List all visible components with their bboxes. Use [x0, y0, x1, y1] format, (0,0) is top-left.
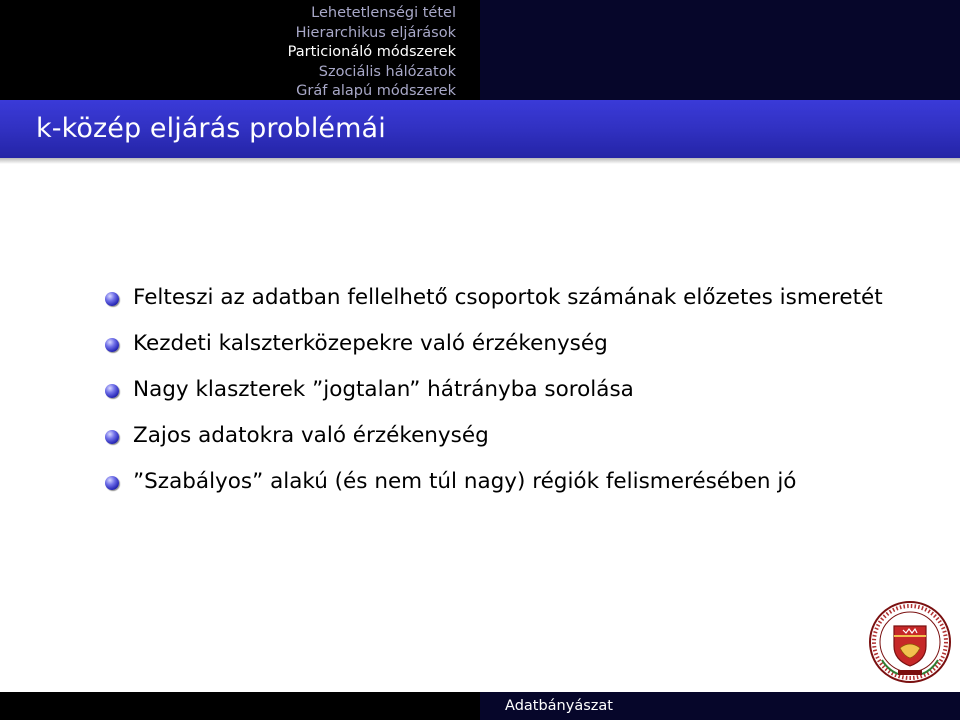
- university-seal-icon: [868, 600, 952, 684]
- bullet-list: [0, 282, 960, 512]
- bullet-text: Nagy klaszterek ”jogtalan” hátrányba sorolása: [133, 377, 634, 402]
- bullet-text: ”Szabályos” alakú (és nem túl nagy) régiók felismerésében jó: [133, 469, 797, 494]
- footer-left-panel: [0, 692, 480, 720]
- bullet-ball-icon: [105, 476, 119, 490]
- nav-item-particionalo-modszerek[interactable]: Particionáló módszerek: [287, 44, 456, 61]
- nav-item-hierarchikus-eljarasok[interactable]: Hierarchikus eljárások: [295, 24, 456, 41]
- bullet-item: [0, 420, 960, 452]
- bullet-text: Kezdeti kalszterközepekre való érzékenység: [133, 331, 608, 356]
- nav-item-lehetetlensegi-tetel[interactable]: Lehetetlenségi tétel: [311, 5, 456, 21]
- bullet-text: Felteszi az adatban fellelhető csoportok számának előzetes ismeretét: [133, 285, 883, 310]
- bullet-item: [0, 466, 960, 498]
- bullet-item: [0, 328, 960, 360]
- title-bar-shadow: [0, 158, 960, 164]
- frame-title: k-közép eljárás problémái: [36, 113, 386, 144]
- bullet-ball-icon: [105, 292, 119, 306]
- header-navigation: [0, 0, 960, 100]
- footer-title: Adatbányászat: [505, 698, 613, 714]
- section-navigation: [0, 4, 456, 102]
- nav-item-graf-alapu-modszerek[interactable]: Gráf alapú módszerek: [296, 83, 456, 100]
- footer-bar: [0, 692, 960, 720]
- header-right-panel: [480, 0, 960, 100]
- bullet-ball-icon: [105, 430, 119, 444]
- bullet-ball-icon: [105, 338, 119, 352]
- bullet-ball-icon: [105, 384, 119, 398]
- bullet-text: Zajos adatokra való érzékenység: [133, 423, 489, 448]
- bullet-item: [0, 374, 960, 406]
- bullet-item: [0, 282, 960, 314]
- nav-item-szocialis-halozatok[interactable]: Szociális hálózatok: [318, 63, 456, 80]
